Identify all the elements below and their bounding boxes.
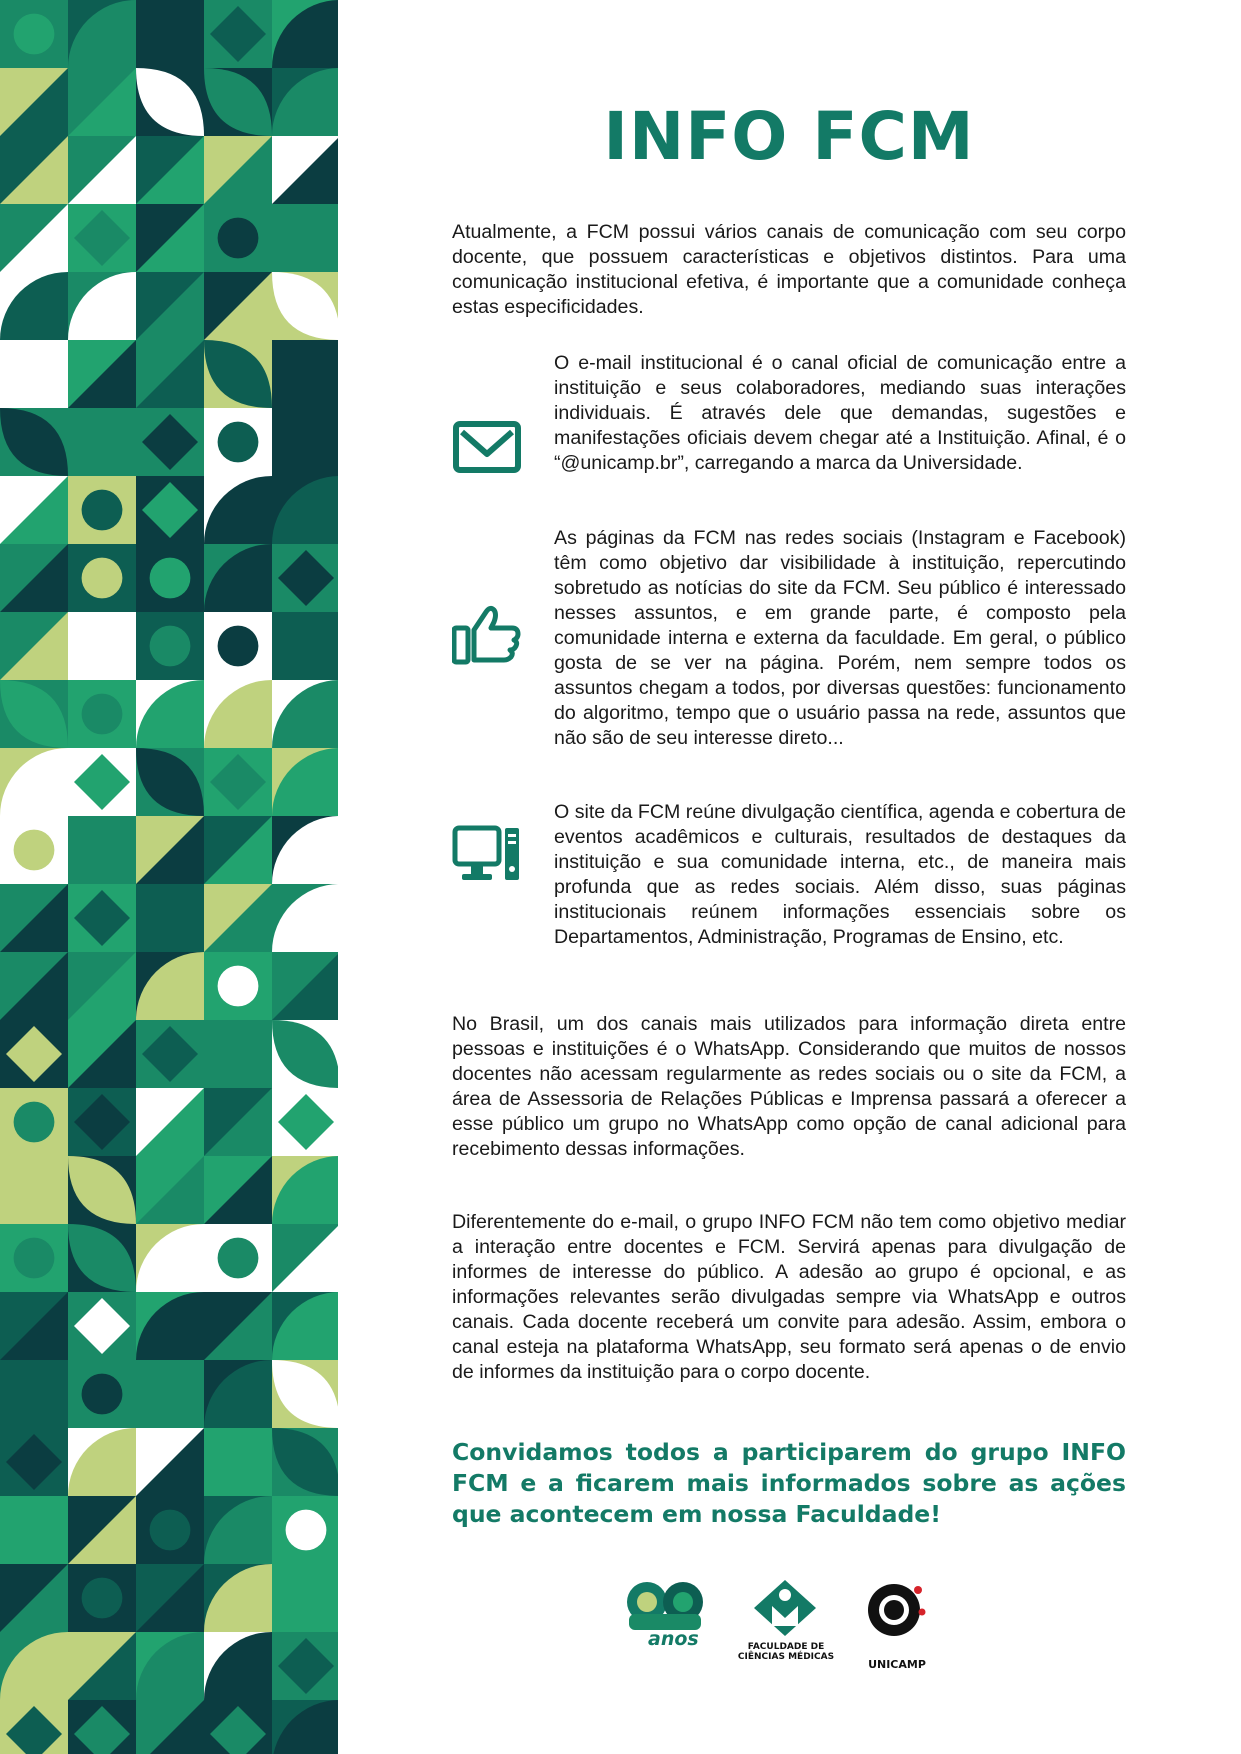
website-channel-text: O site da FCM reúne divulgação científica, agenda e cobertura de eventos acadêmicos e culturais, resultados de destaques da instituição e sua comunidade interna, etc., de maneira mais profunda que as redes sociais. Além disso, suas páginas institucionais reúnem informações essenciais sobre os Departamentos, Administração, Programas de Ensino, etc. — [554, 801, 1126, 948]
unicamp-logo — [866, 1582, 926, 1638]
computer-icon — [452, 824, 522, 886]
fcm-logo-line2: CIÊNCIAS MÉDICAS — [737, 1652, 835, 1662]
anniversary-logo-text: anos — [648, 1628, 699, 1650]
page-title: INFO FCM — [603, 98, 975, 175]
fcm-logo — [752, 1578, 818, 1638]
social-channel-text: As páginas da FCM nas redes sociais (Instagram e Facebook) têm como objetivo dar visibilidade à instituição, repercutindo sobretudo as notícias do site da FCM. Seu público é interessado nesses assuntos, e em grande parte, é composto pela comunidade interna e externa da faculdade. Em geral, o público gosta de se ver na página. Porém, nem sempre todos os assuntos chegam a todos, por diversas questões: funcionamento do algoritmo, tempo que o usuário passa na rede, assuntos que não são de seu interesse direto... — [554, 527, 1126, 749]
unicamp-logo-text: UNICAMP — [868, 1658, 926, 1671]
intro-paragraph: Atualmente, a FCM possui vários canais de comunicação com seu corpo docente, que possuem características e objetivos distintos. Para uma comunicação institucional efetiva, é importante que a comunidade conheça estas especificidades. — [452, 221, 1126, 318]
thumbs-up-icon — [452, 604, 522, 666]
decorative-geometric-pattern — [0, 0, 338, 1754]
email-channel-text: O e-mail institucional é o canal oficial de comunicação entre a instituição e seus colaboradores, mediando suas interações individuais. É através dele que demandas, sugestões e manifestações oficiais devem chegar até a Instituição. Afinal, é o “@unicamp.br”, carregando a marca da Universidade. — [554, 352, 1126, 474]
fcm-logo-line1: FACULDADE DE — [747, 1642, 825, 1652]
call-to-action: Convidamos todos a participarem do grupo INFO FCM e a ficarem mais informados sobre as ações que acontecem em nossa Faculdade! — [452, 1438, 1126, 1528]
whatsapp-paragraph: No Brasil, um dos canais mais utilizados para informação direta entre pessoas e instituições é o WhatsApp. Considerando que muitos de nossos docentes não acessam regularmente as redes sociais ou o site da FCM, a área de Assessoria de Relações Públicas e Imprensa passará a oferecer a esse público um grupo no WhatsApp como opção de canal adicional para recebimento dessas informações. — [452, 1013, 1126, 1160]
envelope-icon — [452, 418, 522, 480]
difference-paragraph: Diferentemente do e-mail, o grupo INFO FCM não tem como objetivo mediar a interação entre docentes e FCM. Servirá apenas para divulgação de informes de interesse do público. A adesão ao grupo é opcional, e as informações relevantes serão divulgadas sempre via WhatsApp e outros canais. Cada docente receberá um convite para adesão. Assim, embora o canal esteja na plataforma WhatsApp, seu formato será apenas o de envio de informes da instituição para o corpo docente. — [452, 1211, 1126, 1383]
